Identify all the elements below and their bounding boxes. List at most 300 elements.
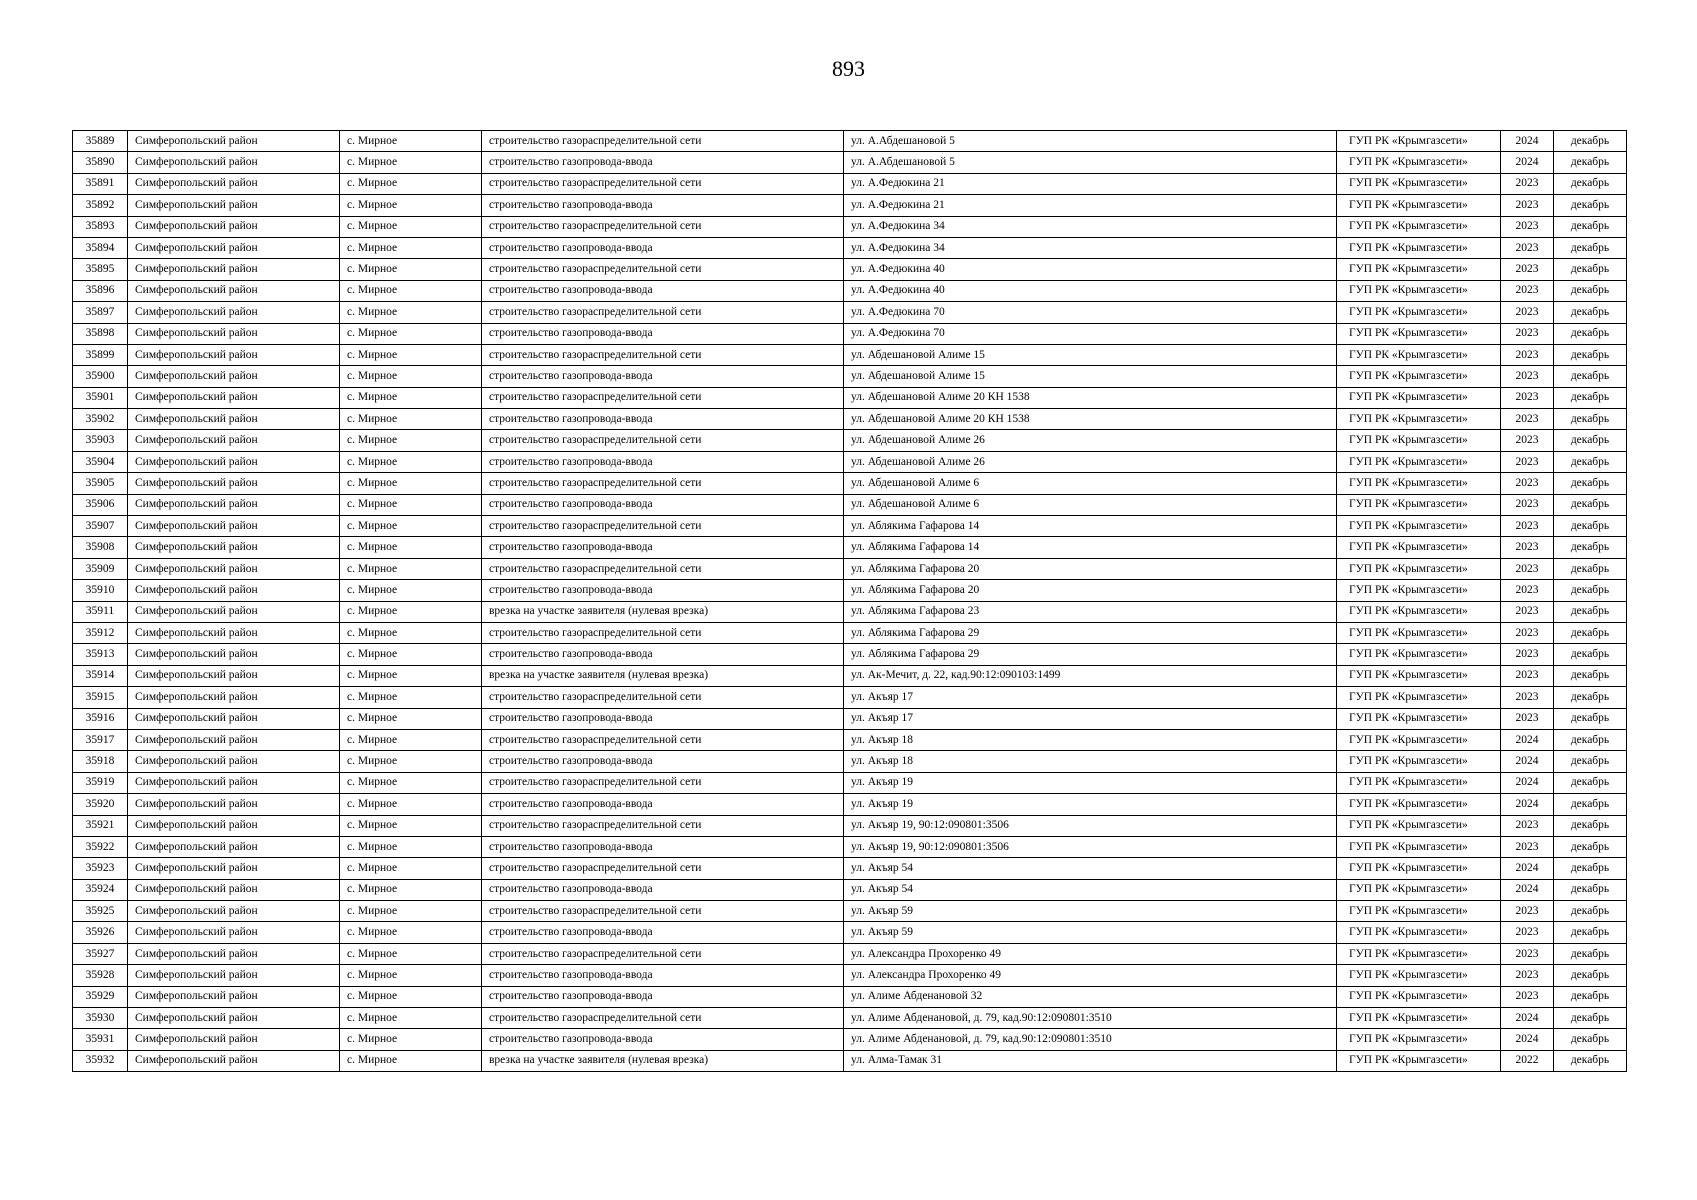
year-cell: 2023	[1501, 473, 1554, 494]
organization-cell: ГУП РК «Крымгазсети»	[1337, 558, 1501, 579]
settlement-cell: с. Мирное	[340, 323, 482, 344]
row-number-cell: 35915	[73, 687, 128, 708]
organization-cell: ГУП РК «Крымгазсети»	[1337, 879, 1501, 900]
address-cell: ул. Акъяр 19	[844, 794, 1337, 815]
organization-cell: ГУП РК «Крымгазсети»	[1337, 280, 1501, 301]
district-cell: Симферопольский район	[128, 580, 340, 601]
table-row	[73, 323, 1627, 344]
address-cell: ул. Акъяр 18	[844, 751, 1337, 772]
table-row	[73, 344, 1627, 365]
work-type-cell: врезка на участке заявителя (нулевая врезка)	[482, 1050, 844, 1071]
month-cell: декабрь	[1554, 879, 1627, 900]
settlement-cell: с. Мирное	[340, 259, 482, 280]
row-number-cell: 35921	[73, 815, 128, 836]
month-cell: декабрь	[1554, 302, 1627, 323]
district-cell: Симферопольский район	[128, 708, 340, 729]
organization-cell: ГУП РК «Крымгазсети»	[1337, 858, 1501, 879]
table-row	[73, 922, 1627, 943]
table-row	[73, 622, 1627, 643]
work-type-cell: строительство газораспределительной сети	[482, 173, 844, 194]
work-type-cell: строительство газопровода-ввода	[482, 323, 844, 344]
month-cell: декабрь	[1554, 1050, 1627, 1071]
district-cell: Симферопольский район	[128, 729, 340, 750]
row-number-cell: 35931	[73, 1029, 128, 1050]
row-number-cell: 35923	[73, 858, 128, 879]
row-number-cell: 35902	[73, 409, 128, 430]
settlement-cell: с. Мирное	[340, 1050, 482, 1071]
month-cell: декабрь	[1554, 943, 1627, 964]
settlement-cell: с. Мирное	[340, 751, 482, 772]
year-cell: 2023	[1501, 986, 1554, 1007]
settlement-cell: с. Мирное	[340, 687, 482, 708]
district-cell: Симферопольский район	[128, 387, 340, 408]
organization-cell: ГУП РК «Крымгазсети»	[1337, 537, 1501, 558]
year-cell: 2023	[1501, 237, 1554, 258]
work-type-cell: строительство газораспределительной сети	[482, 473, 844, 494]
year-cell: 2024	[1501, 131, 1554, 152]
table-row	[73, 1050, 1627, 1071]
year-cell: 2023	[1501, 387, 1554, 408]
settlement-cell: с. Мирное	[340, 836, 482, 857]
month-cell: декабрь	[1554, 836, 1627, 857]
organization-cell: ГУП РК «Крымгазсети»	[1337, 644, 1501, 665]
month-cell: декабрь	[1554, 173, 1627, 194]
settlement-cell: с. Мирное	[340, 1029, 482, 1050]
address-cell: ул. Алиме Абденановой, д. 79, кад.90:12:090801:3510	[844, 1029, 1337, 1050]
organization-cell: ГУП РК «Крымгазсети»	[1337, 751, 1501, 772]
address-cell: ул. Акъяр 19, 90:12:090801:3506	[844, 815, 1337, 836]
month-cell: декабрь	[1554, 815, 1627, 836]
settlement-cell: с. Мирное	[340, 387, 482, 408]
address-cell: ул. Акъяр 59	[844, 922, 1337, 943]
settlement-cell: с. Мирное	[340, 858, 482, 879]
row-number-cell: 35898	[73, 323, 128, 344]
district-cell: Симферопольский район	[128, 836, 340, 857]
work-type-cell: строительство газораспределительной сети	[482, 216, 844, 237]
organization-cell: ГУП РК «Крымгазсети»	[1337, 451, 1501, 472]
district-cell: Симферопольский район	[128, 751, 340, 772]
district-cell: Симферопольский район	[128, 622, 340, 643]
organization-cell: ГУП РК «Крымгазсети»	[1337, 152, 1501, 173]
table-row	[73, 986, 1627, 1007]
year-cell: 2023	[1501, 516, 1554, 537]
address-cell: ул. Акъяр 54	[844, 879, 1337, 900]
address-cell: ул. Абдешановой Алиме 6	[844, 473, 1337, 494]
district-cell: Симферопольский район	[128, 430, 340, 451]
year-cell: 2023	[1501, 451, 1554, 472]
table-row	[73, 708, 1627, 729]
district-cell: Симферопольский район	[128, 131, 340, 152]
row-number-cell: 35905	[73, 473, 128, 494]
address-cell: ул. Акъяр 59	[844, 901, 1337, 922]
district-cell: Симферопольский район	[128, 516, 340, 537]
work-type-cell: строительство газопровода-ввода	[482, 644, 844, 665]
row-number-cell: 35928	[73, 965, 128, 986]
settlement-cell: с. Мирное	[340, 430, 482, 451]
work-type-cell: строительство газопровода-ввода	[482, 280, 844, 301]
table-row	[73, 195, 1627, 216]
row-number-cell: 35899	[73, 344, 128, 365]
organization-cell: ГУП РК «Крымгазсети»	[1337, 794, 1501, 815]
settlement-cell: с. Мирное	[340, 922, 482, 943]
year-cell: 2023	[1501, 687, 1554, 708]
month-cell: декабрь	[1554, 323, 1627, 344]
settlement-cell: с. Мирное	[340, 772, 482, 793]
row-number-cell: 35927	[73, 943, 128, 964]
address-cell: ул. Алиме Абденановой, д. 79, кад.90:12:090801:3510	[844, 1008, 1337, 1029]
table-row	[73, 901, 1627, 922]
settlement-cell: с. Мирное	[340, 516, 482, 537]
table-row	[73, 858, 1627, 879]
year-cell: 2024	[1501, 879, 1554, 900]
address-cell: ул. Алма-Тамак 31	[844, 1050, 1337, 1071]
address-cell: ул. Аблякима Гафарова 29	[844, 622, 1337, 643]
district-cell: Симферопольский район	[128, 366, 340, 387]
year-cell: 2024	[1501, 858, 1554, 879]
row-number-cell: 35906	[73, 494, 128, 515]
table-row	[73, 751, 1627, 772]
settlement-cell: с. Мирное	[340, 237, 482, 258]
month-cell: декабрь	[1554, 152, 1627, 173]
organization-cell: ГУП РК «Крымгазсети»	[1337, 216, 1501, 237]
row-number-cell: 35913	[73, 644, 128, 665]
district-cell: Симферопольский район	[128, 152, 340, 173]
work-type-cell: строительство газопровода-ввода	[482, 794, 844, 815]
row-number-cell: 35901	[73, 387, 128, 408]
work-type-cell: строительство газораспределительной сети	[482, 901, 844, 922]
table-row	[73, 879, 1627, 900]
month-cell: декабрь	[1554, 473, 1627, 494]
organization-cell: ГУП РК «Крымгазсети»	[1337, 1050, 1501, 1071]
settlement-cell: с. Мирное	[340, 280, 482, 301]
work-type-cell: строительство газораспределительной сети	[482, 131, 844, 152]
row-number-cell: 35903	[73, 430, 128, 451]
table-row	[73, 644, 1627, 665]
month-cell: декабрь	[1554, 665, 1627, 686]
organization-cell: ГУП РК «Крымгазсети»	[1337, 943, 1501, 964]
settlement-cell: с. Мирное	[340, 965, 482, 986]
row-number-cell: 35892	[73, 195, 128, 216]
address-cell: ул. Акъяр 19, 90:12:090801:3506	[844, 836, 1337, 857]
organization-cell: ГУП РК «Крымгазсети»	[1337, 901, 1501, 922]
table-row	[73, 687, 1627, 708]
district-cell: Симферопольский район	[128, 558, 340, 579]
year-cell: 2023	[1501, 430, 1554, 451]
table-row	[73, 473, 1627, 494]
settlement-cell: с. Мирное	[340, 580, 482, 601]
address-cell: ул. Абдешановой Алиме 15	[844, 366, 1337, 387]
settlement-cell: с. Мирное	[340, 644, 482, 665]
work-type-cell: строительство газопровода-ввода	[482, 922, 844, 943]
row-number-cell: 35891	[73, 173, 128, 194]
district-cell: Симферопольский район	[128, 451, 340, 472]
year-cell: 2023	[1501, 366, 1554, 387]
table-row	[73, 537, 1627, 558]
address-cell: ул. А.Абдешановой 5	[844, 152, 1337, 173]
year-cell: 2023	[1501, 409, 1554, 430]
address-cell: ул. Аблякима Гафарова 20	[844, 580, 1337, 601]
row-number-cell: 35889	[73, 131, 128, 152]
table-row	[73, 772, 1627, 793]
month-cell: декабрь	[1554, 687, 1627, 708]
row-number-cell: 35918	[73, 751, 128, 772]
year-cell: 2024	[1501, 794, 1554, 815]
work-type-cell: строительство газопровода-ввода	[482, 965, 844, 986]
table-row	[73, 302, 1627, 323]
settlement-cell: с. Мирное	[340, 344, 482, 365]
settlement-cell: с. Мирное	[340, 708, 482, 729]
row-number-cell: 35920	[73, 794, 128, 815]
table-row	[73, 216, 1627, 237]
district-cell: Симферопольский район	[128, 216, 340, 237]
table-row	[73, 558, 1627, 579]
work-type-cell: строительство газопровода-ввода	[482, 879, 844, 900]
page-number: 893	[832, 56, 865, 81]
district-cell: Симферопольский район	[128, 943, 340, 964]
table-row	[73, 173, 1627, 194]
district-cell: Симферопольский район	[128, 344, 340, 365]
work-type-cell: строительство газораспределительной сети	[482, 815, 844, 836]
month-cell: декабрь	[1554, 516, 1627, 537]
address-cell: ул. Аблякима Гафарова 14	[844, 537, 1337, 558]
address-cell: ул. Акъяр 17	[844, 708, 1337, 729]
settlement-cell: с. Мирное	[340, 729, 482, 750]
organization-cell: ГУП РК «Крымгазсети»	[1337, 430, 1501, 451]
table-row	[73, 665, 1627, 686]
row-number-cell: 35912	[73, 622, 128, 643]
district-cell: Симферопольский район	[128, 173, 340, 194]
organization-cell: ГУП РК «Крымгазсети»	[1337, 323, 1501, 344]
table-row	[73, 601, 1627, 622]
month-cell: декабрь	[1554, 901, 1627, 922]
organization-cell: ГУП РК «Крымгазсети»	[1337, 986, 1501, 1007]
settlement-cell: с. Мирное	[340, 558, 482, 579]
work-type-cell: строительство газопровода-ввода	[482, 451, 844, 472]
work-type-cell: строительство газораспределительной сети	[482, 516, 844, 537]
district-cell: Симферопольский район	[128, 986, 340, 1007]
address-cell: ул. А.Федюкина 34	[844, 237, 1337, 258]
address-cell: ул. Аблякима Гафарова 20	[844, 558, 1337, 579]
work-type-cell: врезка на участке заявителя (нулевая врезка)	[482, 601, 844, 622]
settlement-cell: с. Мирное	[340, 473, 482, 494]
month-cell: декабрь	[1554, 1008, 1627, 1029]
table-row	[73, 794, 1627, 815]
district-cell: Симферопольский район	[128, 794, 340, 815]
work-type-cell: строительство газораспределительной сети	[482, 622, 844, 643]
address-cell: ул. А.Федюкина 70	[844, 323, 1337, 344]
address-cell: ул. Аблякима Гафарова 14	[844, 516, 1337, 537]
row-number-cell: 35900	[73, 366, 128, 387]
month-cell: декабрь	[1554, 451, 1627, 472]
district-cell: Симферопольский район	[128, 858, 340, 879]
row-number-cell: 35896	[73, 280, 128, 301]
table-row	[73, 729, 1627, 750]
district-cell: Симферопольский район	[128, 1029, 340, 1050]
work-type-cell: строительство газораспределительной сети	[482, 558, 844, 579]
month-cell: декабрь	[1554, 195, 1627, 216]
year-cell: 2023	[1501, 665, 1554, 686]
month-cell: декабрь	[1554, 644, 1627, 665]
row-number-cell: 35894	[73, 237, 128, 258]
work-type-cell: строительство газораспределительной сети	[482, 430, 844, 451]
settlement-cell: с. Мирное	[340, 216, 482, 237]
work-type-cell: строительство газораспределительной сети	[482, 344, 844, 365]
organization-cell: ГУП РК «Крымгазсети»	[1337, 1029, 1501, 1050]
year-cell: 2024	[1501, 152, 1554, 173]
year-cell: 2023	[1501, 922, 1554, 943]
district-cell: Симферопольский район	[128, 901, 340, 922]
year-cell: 2023	[1501, 344, 1554, 365]
district-cell: Симферопольский район	[128, 323, 340, 344]
month-cell: декабрь	[1554, 387, 1627, 408]
district-cell: Симферопольский район	[128, 280, 340, 301]
district-cell: Симферопольский район	[128, 1050, 340, 1071]
settlement-cell: с. Мирное	[340, 622, 482, 643]
table-row	[73, 237, 1627, 258]
settlement-cell: с. Мирное	[340, 302, 482, 323]
registry-table-body	[73, 131, 1627, 1072]
work-type-cell: строительство газопровода-ввода	[482, 836, 844, 857]
year-cell: 2023	[1501, 836, 1554, 857]
organization-cell: ГУП РК «Крымгазсети»	[1337, 494, 1501, 515]
year-cell: 2023	[1501, 580, 1554, 601]
month-cell: декабрь	[1554, 772, 1627, 793]
month-cell: декабрь	[1554, 751, 1627, 772]
month-cell: декабрь	[1554, 430, 1627, 451]
row-number-cell: 35932	[73, 1050, 128, 1071]
district-cell: Симферопольский район	[128, 687, 340, 708]
year-cell: 2023	[1501, 216, 1554, 237]
work-type-cell: строительство газораспределительной сети	[482, 302, 844, 323]
table-row	[73, 943, 1627, 964]
district-cell: Симферопольский район	[128, 195, 340, 216]
address-cell: ул. Александра Прохоренко 49	[844, 965, 1337, 986]
settlement-cell: с. Мирное	[340, 537, 482, 558]
year-cell: 2023	[1501, 601, 1554, 622]
work-type-cell: строительство газораспределительной сети	[482, 858, 844, 879]
work-type-cell: строительство газопровода-ввода	[482, 366, 844, 387]
month-cell: декабрь	[1554, 729, 1627, 750]
month-cell: декабрь	[1554, 216, 1627, 237]
month-cell: декабрь	[1554, 580, 1627, 601]
address-cell: ул. Абдешановой Алиме 26	[844, 430, 1337, 451]
address-cell: ул. А.Федюкина 34	[844, 216, 1337, 237]
year-cell: 2023	[1501, 622, 1554, 643]
row-number-cell: 35890	[73, 152, 128, 173]
address-cell: ул. Акъяр 19	[844, 772, 1337, 793]
work-type-cell: строительство газораспределительной сети	[482, 729, 844, 750]
work-type-cell: строительство газопровода-ввода	[482, 195, 844, 216]
work-type-cell: строительство газопровода-ввода	[482, 986, 844, 1007]
row-number-cell: 35925	[73, 901, 128, 922]
district-cell: Симферопольский район	[128, 473, 340, 494]
settlement-cell: с. Мирное	[340, 815, 482, 836]
table-row	[73, 387, 1627, 408]
year-cell: 2024	[1501, 772, 1554, 793]
district-cell: Симферопольский район	[128, 237, 340, 258]
year-cell: 2023	[1501, 708, 1554, 729]
organization-cell: ГУП РК «Крымгазсети»	[1337, 302, 1501, 323]
year-cell: 2023	[1501, 494, 1554, 515]
month-cell: декабрь	[1554, 708, 1627, 729]
organization-cell: ГУП РК «Крымгазсети»	[1337, 195, 1501, 216]
row-number-cell: 35930	[73, 1008, 128, 1029]
settlement-cell: с. Мирное	[340, 152, 482, 173]
row-number-cell: 35897	[73, 302, 128, 323]
district-cell: Симферопольский район	[128, 815, 340, 836]
address-cell: ул. Акъяр 18	[844, 729, 1337, 750]
row-number-cell: 35916	[73, 708, 128, 729]
row-number-cell: 35893	[73, 216, 128, 237]
address-cell: ул. Акъяр 17	[844, 687, 1337, 708]
organization-cell: ГУП РК «Крымгазсети»	[1337, 516, 1501, 537]
month-cell: декабрь	[1554, 965, 1627, 986]
work-type-cell: строительство газопровода-ввода	[482, 751, 844, 772]
month-cell: декабрь	[1554, 922, 1627, 943]
month-cell: декабрь	[1554, 237, 1627, 258]
table-row	[73, 516, 1627, 537]
organization-cell: ГУП РК «Крымгазсети»	[1337, 1008, 1501, 1029]
address-cell: ул. А.Федюкина 70	[844, 302, 1337, 323]
address-cell: ул. Ак-Мечит, д. 22, кад.90:12:090103:1499	[844, 665, 1337, 686]
year-cell: 2023	[1501, 537, 1554, 558]
row-number-cell: 35926	[73, 922, 128, 943]
year-cell: 2023	[1501, 173, 1554, 194]
organization-cell: ГУП РК «Крымгазсети»	[1337, 409, 1501, 430]
organization-cell: ГУП РК «Крымгазсети»	[1337, 580, 1501, 601]
month-cell: декабрь	[1554, 344, 1627, 365]
month-cell: декабрь	[1554, 366, 1627, 387]
year-cell: 2023	[1501, 965, 1554, 986]
organization-cell: ГУП РК «Крымгазсети»	[1337, 836, 1501, 857]
organization-cell: ГУП РК «Крымгазсети»	[1337, 665, 1501, 686]
address-cell: ул. Акъяр 54	[844, 858, 1337, 879]
row-number-cell: 35922	[73, 836, 128, 857]
organization-cell: ГУП РК «Крымгазсети»	[1337, 687, 1501, 708]
district-cell: Симферопольский район	[128, 879, 340, 900]
address-cell: ул. А.Федюкина 40	[844, 259, 1337, 280]
settlement-cell: с. Мирное	[340, 195, 482, 216]
settlement-cell: с. Мирное	[340, 494, 482, 515]
organization-cell: ГУП РК «Крымгазсети»	[1337, 344, 1501, 365]
row-number-cell: 35929	[73, 986, 128, 1007]
settlement-cell: с. Мирное	[340, 601, 482, 622]
organization-cell: ГУП РК «Крымгазсети»	[1337, 173, 1501, 194]
address-cell: ул. Аблякима Гафарова 29	[844, 644, 1337, 665]
organization-cell: ГУП РК «Крымгазсети»	[1337, 237, 1501, 258]
organization-cell: ГУП РК «Крымгазсети»	[1337, 622, 1501, 643]
settlement-cell: с. Мирное	[340, 986, 482, 1007]
row-number-cell: 35895	[73, 259, 128, 280]
table-row	[73, 451, 1627, 472]
organization-cell: ГУП РК «Крымгазсети»	[1337, 601, 1501, 622]
address-cell: ул. Абдешановой Алиме 20 КН 1538	[844, 409, 1337, 430]
registry-table	[72, 130, 1627, 1072]
district-cell: Симферопольский район	[128, 537, 340, 558]
table-row	[73, 409, 1627, 430]
year-cell: 2022	[1501, 1050, 1554, 1071]
work-type-cell: строительство газораспределительной сети	[482, 259, 844, 280]
settlement-cell: с. Мирное	[340, 879, 482, 900]
district-cell: Симферопольский район	[128, 922, 340, 943]
address-cell: ул. Абдешановой Алиме 26	[844, 451, 1337, 472]
year-cell: 2023	[1501, 943, 1554, 964]
district-cell: Симферопольский район	[128, 302, 340, 323]
month-cell: декабрь	[1554, 409, 1627, 430]
table-row	[73, 430, 1627, 451]
district-cell: Симферопольский район	[128, 409, 340, 430]
work-type-cell: строительство газораспределительной сети	[482, 687, 844, 708]
